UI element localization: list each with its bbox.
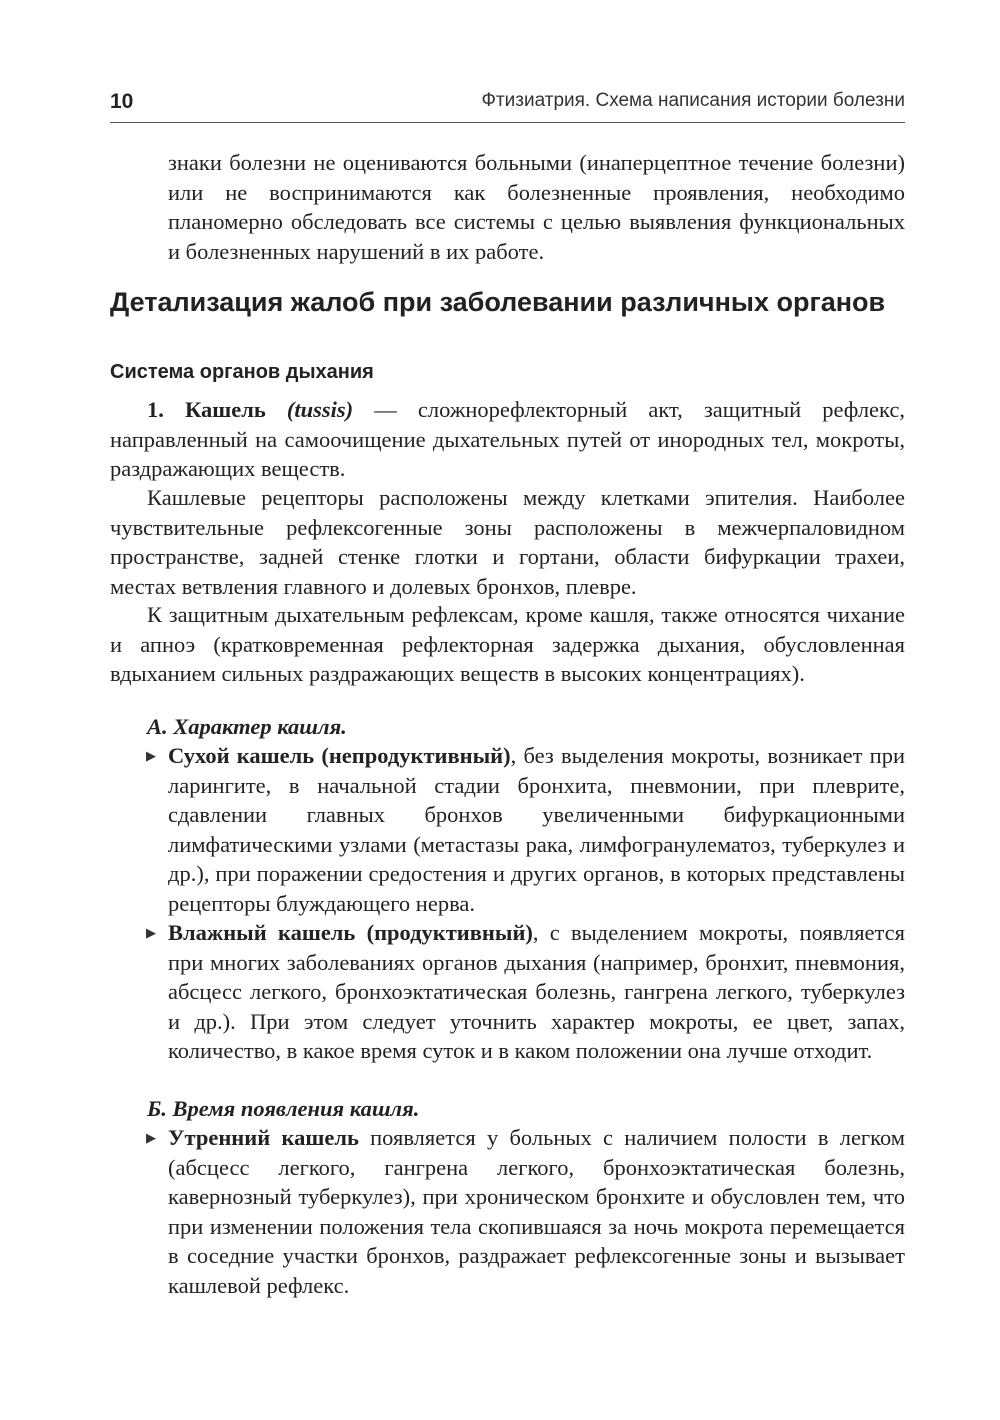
section-b-title: Б. Время появления кашля. <box>147 1096 420 1121</box>
wet-cough-text: , с выделением мокроты, появляется при многих заболеваниях органов дыхания (например, бронхит, пневмония, абсцесс легкого, бронхоэктатическая болезнь, гангрена легкого, туберкулез и др.). При этом следует уточнить характер мокроты, ее цвет, запах, количество, в какое время суток и в каком положении она лучше отходит. <box>168 920 905 1064</box>
running-title: Фтизиатрия. Схема написания истории болезни <box>481 90 905 111</box>
morning-cough-term: Утренний кашель <box>168 1125 359 1150</box>
page-header <box>110 88 905 123</box>
dry-cough-text: , без выделения мокроты, возникает при ларингите, в начальной стадии бронхита, пневмонии, при плеврите, сдавлении главных бронхов увеличенными бифуркационными лимфатическими узлами (метастазы рака, лимфогранулематоз, туберкулез и др.), при поражении средостения и других органов, в которых представлены рецепторы блуждающего нерва. <box>168 743 905 916</box>
cough-definition-text: — сложнорефлекторный акт, защитный рефлекс, направленный на самоочищение дыхательных путей от инородных тел, мокроты, раздражающих веществ. <box>110 397 906 482</box>
intro-paragraph: знаки болезни не оцениваются больными (инаперцептное течение болезни) или не воспринимаются как болезненные проявления, необходимо планомерно обследовать все системы с целью выявления функциональных и болезненных нарушений в их работе. <box>168 150 905 264</box>
page-number: 10 <box>110 90 134 113</box>
section-a-title: А. Характер кашля. <box>147 714 347 739</box>
subsection-title: Система органов дыхания <box>110 361 374 383</box>
section-title: Детализация жалоб при заболевании различных органов <box>110 287 886 317</box>
reflexes-paragraph: К защитным дыхательным рефлексам, кроме кашля, также относятся чихание и апноэ (кратковременная рефлекторная задержка дыхания, обусловленная вдыханием сильных раздражающих веществ в высоких концентрациях). <box>110 602 905 687</box>
cough-latin: (tussis) <box>286 397 354 422</box>
list-item-wet-cough <box>146 918 905 1066</box>
bullet-arrow-icon: ▶ <box>146 748 156 763</box>
morning-cough-text: появляется у больных с наличием полости в легком (абсцесс легкого, гангрена легкого, бронхоэктатическая болезнь, кавернозный туберкулез), при хроническом бронхите и обусловлен тем, что при изменении положения тела скопившаяся за ночь мокрота перемещается в соседние участки бронхов, раздражает рефлексогенные зоны и вызывает кашлевой рефлекс. <box>168 1125 906 1298</box>
dry-cough-term: Сухой кашель (непродуктивный) <box>168 743 511 768</box>
cough-definition <box>110 395 905 484</box>
bullet-arrow-icon: ▶ <box>146 925 156 940</box>
receptors-paragraph: Кашлевые рецепторы расположены между клетками эпителия. Наиболее чувствительные рефлексогенные зоны расположены в межчерпаловидном пространстве, задней стенке глотки и гортани, области бифуркации трахеи, местах ветвления главного и долевых бронхов, плевре. <box>110 485 905 599</box>
wet-cough-term: Влажный кашель (продуктивный) <box>168 920 533 945</box>
list-item-dry-cough <box>146 741 905 919</box>
bullet-arrow-icon: ▶ <box>146 1130 156 1145</box>
cough-number: 1. <box>147 397 164 422</box>
list-item-morning-cough <box>146 1123 906 1301</box>
cough-term: Кашель <box>185 397 266 422</box>
